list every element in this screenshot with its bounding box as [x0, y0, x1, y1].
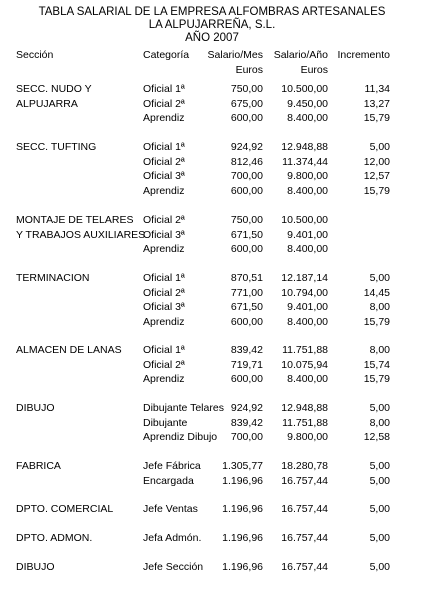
section-name-line: SECC. TUFTING — [16, 141, 97, 153]
categoria-cell: Oficial 3ª — [143, 228, 185, 241]
salario-ano-cell: 8.400,00 — [287, 373, 328, 385]
salario-ano-cell: 8.400,00 — [287, 184, 328, 197]
salario-mes-cell: 700,00 — [230, 431, 263, 443]
table-row — [0, 474, 424, 489]
section-name-line: DIBUJO — [16, 402, 55, 414]
incremento-cell: 5,00 — [369, 561, 390, 573]
table-row — [0, 502, 424, 517]
salario-ano-cell: 9.800,00 — [287, 431, 328, 443]
salario-mes-cell: 1.196,96 — [222, 532, 263, 544]
table-row — [0, 531, 424, 546]
categoria-cell: Jefe Ventas — [143, 503, 198, 515]
incremento-cell: 12,58 — [363, 431, 390, 443]
salario-mes-cell: 1.196,96 — [222, 503, 263, 515]
salario-mes-cell: 675,00 — [230, 97, 263, 110]
categoria-cell: Oficial 2ª — [143, 286, 185, 299]
categoria-cell: Aprendiz — [143, 315, 185, 328]
salario-ano-cell: 10.075,94 — [281, 358, 328, 371]
incremento-cell: 5,00 — [369, 272, 390, 284]
salario-mes-cell: 924,92 — [230, 402, 263, 414]
incremento-cell: 15,74 — [363, 358, 390, 371]
column-header-seccion: Sección — [16, 49, 54, 61]
table-row — [0, 184, 424, 199]
salario-ano-cell: 8.400,00 — [287, 315, 328, 328]
salario-mes-cell: 600,00 — [230, 315, 263, 328]
categoria-cell: Oficial 2ª — [143, 358, 185, 371]
salario-ano-cell: 11.751,88 — [282, 344, 328, 356]
salario-ano-cell: 10.500,00 — [281, 214, 328, 226]
table-row — [0, 97, 424, 112]
column-header-salario-mes-unit: Euros — [235, 64, 263, 76]
categoria-cell: Dibujante Telares — [143, 402, 224, 414]
salario-ano-cell: 8.400,00 — [287, 243, 328, 255]
salario-mes-cell: 600,00 — [230, 373, 263, 385]
salario-mes-cell: 600,00 — [230, 184, 263, 197]
salario-ano-cell: 12.187,14 — [281, 272, 328, 284]
section-name-line: FABRICA — [16, 460, 61, 472]
salario-ano-cell: 8.400,00 — [287, 112, 328, 124]
section-name-line: TERMINACION — [16, 272, 90, 284]
salario-ano-cell: 18.280,78 — [281, 460, 328, 472]
salario-ano-cell: 9.401,00 — [287, 228, 328, 241]
incremento-cell: 8,00 — [369, 416, 390, 429]
table-row — [0, 155, 424, 170]
categoria-cell: Aprendiz Dibujo — [143, 431, 218, 443]
salario-mes-cell: 1.305,77 — [222, 460, 263, 472]
table-row — [0, 271, 424, 286]
salario-mes-cell: 812,46 — [230, 155, 263, 168]
document-title-line-3: AÑO 2007 — [185, 32, 239, 44]
salario-mes-cell: 750,00 — [230, 83, 263, 95]
categoria-cell: Aprendiz — [143, 184, 185, 197]
table-row — [0, 228, 424, 243]
categoria-cell: Oficial 1ª — [143, 272, 185, 284]
table-row — [0, 111, 424, 126]
incremento-cell: 5,00 — [369, 141, 390, 153]
salario-ano-cell: 10.500,00 — [281, 83, 328, 95]
salario-ano-cell: 12.948,88 — [281, 402, 328, 414]
table-row — [0, 560, 424, 575]
categoria-cell: Oficial 3ª — [143, 301, 185, 313]
table-row — [0, 315, 424, 330]
document-title-line-2: LA ALPUJARREÑA, S.L. — [148, 19, 276, 31]
document-title-line-1: TABLA SALARIAL DE LA EMPRESA ALFOMBRAS ARTESANALES — [38, 6, 386, 18]
table-row — [0, 242, 424, 257]
incremento-cell: 5,00 — [369, 460, 390, 472]
column-header-incremento: Incremento — [337, 49, 390, 61]
section-name-line: MONTAJE DE TELARES — [16, 214, 134, 226]
section-name-line: Y TRABAJOS AUXILIARES — [16, 228, 146, 241]
table-row — [0, 459, 424, 474]
table-row — [0, 343, 424, 358]
salario-ano-cell: 9.800,00 — [287, 170, 328, 182]
incremento-cell: 5,00 — [369, 532, 390, 544]
table-row — [0, 372, 424, 387]
salario-ano-cell: 11.374,44 — [282, 155, 328, 168]
table-row — [0, 430, 424, 445]
salario-ano-cell: 16.757,44 — [281, 503, 328, 515]
incremento-cell: 12,57 — [363, 170, 390, 182]
section-name-line: DPTO. ADMON. — [16, 532, 93, 544]
salario-ano-cell: 12.948,88 — [281, 141, 328, 153]
incremento-cell: 12,00 — [363, 155, 390, 168]
salario-ano-cell: 10.794,00 — [281, 286, 328, 299]
table-row — [0, 213, 424, 228]
incremento-cell: 15,79 — [363, 373, 390, 385]
incremento-cell: 14,45 — [363, 286, 390, 299]
salario-mes-cell: 839,42 — [230, 416, 263, 429]
column-header-salario-ano: Salario/Año — [273, 49, 328, 61]
incremento-cell: 5,00 — [369, 503, 390, 515]
categoria-cell: Jefa Admón. — [143, 532, 202, 544]
categoria-cell: Oficial 1ª — [143, 344, 185, 356]
table-row — [0, 82, 424, 97]
column-header-salario-mes: Salario/Mes — [207, 49, 263, 61]
salario-mes-cell: 600,00 — [230, 112, 263, 124]
incremento-cell: 11,34 — [364, 83, 390, 95]
categoria-cell: Oficial 2ª — [143, 97, 185, 110]
incremento-cell: 8,00 — [369, 301, 390, 313]
section-name-line: DIBUJO — [16, 561, 55, 573]
table-row — [0, 300, 424, 315]
categoria-cell: Aprendiz — [143, 243, 185, 255]
salario-mes-cell: 1.196,96 — [222, 561, 263, 573]
incremento-cell: 5,00 — [369, 402, 390, 414]
incremento-cell: 8,00 — [369, 344, 390, 356]
salario-mes-cell: 719,71 — [230, 358, 263, 371]
column-header-categoria: Categoría — [143, 49, 190, 61]
categoria-cell: Aprendiz — [143, 373, 185, 385]
salario-mes-cell: 771,00 — [230, 286, 263, 299]
section-name-line: ALPUJARRA — [16, 97, 78, 110]
salario-mes-cell: 671,50 — [230, 228, 263, 241]
salario-ano-cell: 16.757,44 — [281, 532, 328, 544]
salario-mes-cell: 870,51 — [230, 272, 263, 284]
section-name-line: SECC. NUDO Y — [16, 83, 92, 95]
categoria-cell: Oficial 1ª — [143, 83, 185, 95]
column-header-salario-ano-unit: Euros — [300, 64, 328, 76]
section-name-line: ALMACEN DE LANAS — [16, 344, 122, 356]
categoria-cell: Oficial 2ª — [143, 155, 185, 168]
section-name-line: DPTO. COMERCIAL — [16, 503, 114, 515]
salario-ano-cell: 9.450,00 — [287, 97, 328, 110]
categoria-cell: Oficial 1ª — [143, 141, 185, 153]
categoria-cell: Oficial 2ª — [143, 214, 185, 226]
categoria-cell: Oficial 3ª — [143, 170, 185, 182]
salario-mes-cell: 600,00 — [230, 243, 263, 255]
salario-mes-cell: 750,00 — [230, 214, 263, 226]
incremento-cell: 5,00 — [369, 474, 390, 487]
table-row — [0, 401, 424, 416]
salario-mes-cell: 924,92 — [230, 141, 263, 153]
table-row — [0, 358, 424, 373]
incremento-cell: 15,79 — [363, 315, 390, 328]
categoria-cell: Dibujante — [143, 416, 188, 429]
incremento-cell: 15,79 — [363, 184, 390, 197]
salario-mes-cell: 671,50 — [230, 301, 263, 313]
incremento-cell: 13,27 — [363, 97, 390, 110]
incremento-cell: 15,79 — [363, 112, 390, 124]
table-row — [0, 140, 424, 155]
categoria-cell: Aprendiz — [143, 112, 185, 124]
salario-ano-cell: 11.751,88 — [282, 416, 328, 429]
table-row — [0, 416, 424, 431]
salario-mes-cell: 700,00 — [230, 170, 263, 182]
salario-mes-cell: 1.196,96 — [222, 474, 263, 487]
categoria-cell: Jefe Fábrica — [143, 460, 201, 472]
salario-ano-cell: 16.757,44 — [281, 474, 328, 487]
salario-mes-cell: 839,42 — [230, 344, 263, 356]
table-row — [0, 169, 424, 184]
table-row — [0, 286, 424, 301]
salario-ano-cell: 16.757,44 — [281, 561, 328, 573]
salario-ano-cell: 9.401,00 — [287, 301, 328, 313]
categoria-cell: Encargada — [143, 474, 194, 487]
categoria-cell: Jefe Sección — [143, 561, 204, 573]
